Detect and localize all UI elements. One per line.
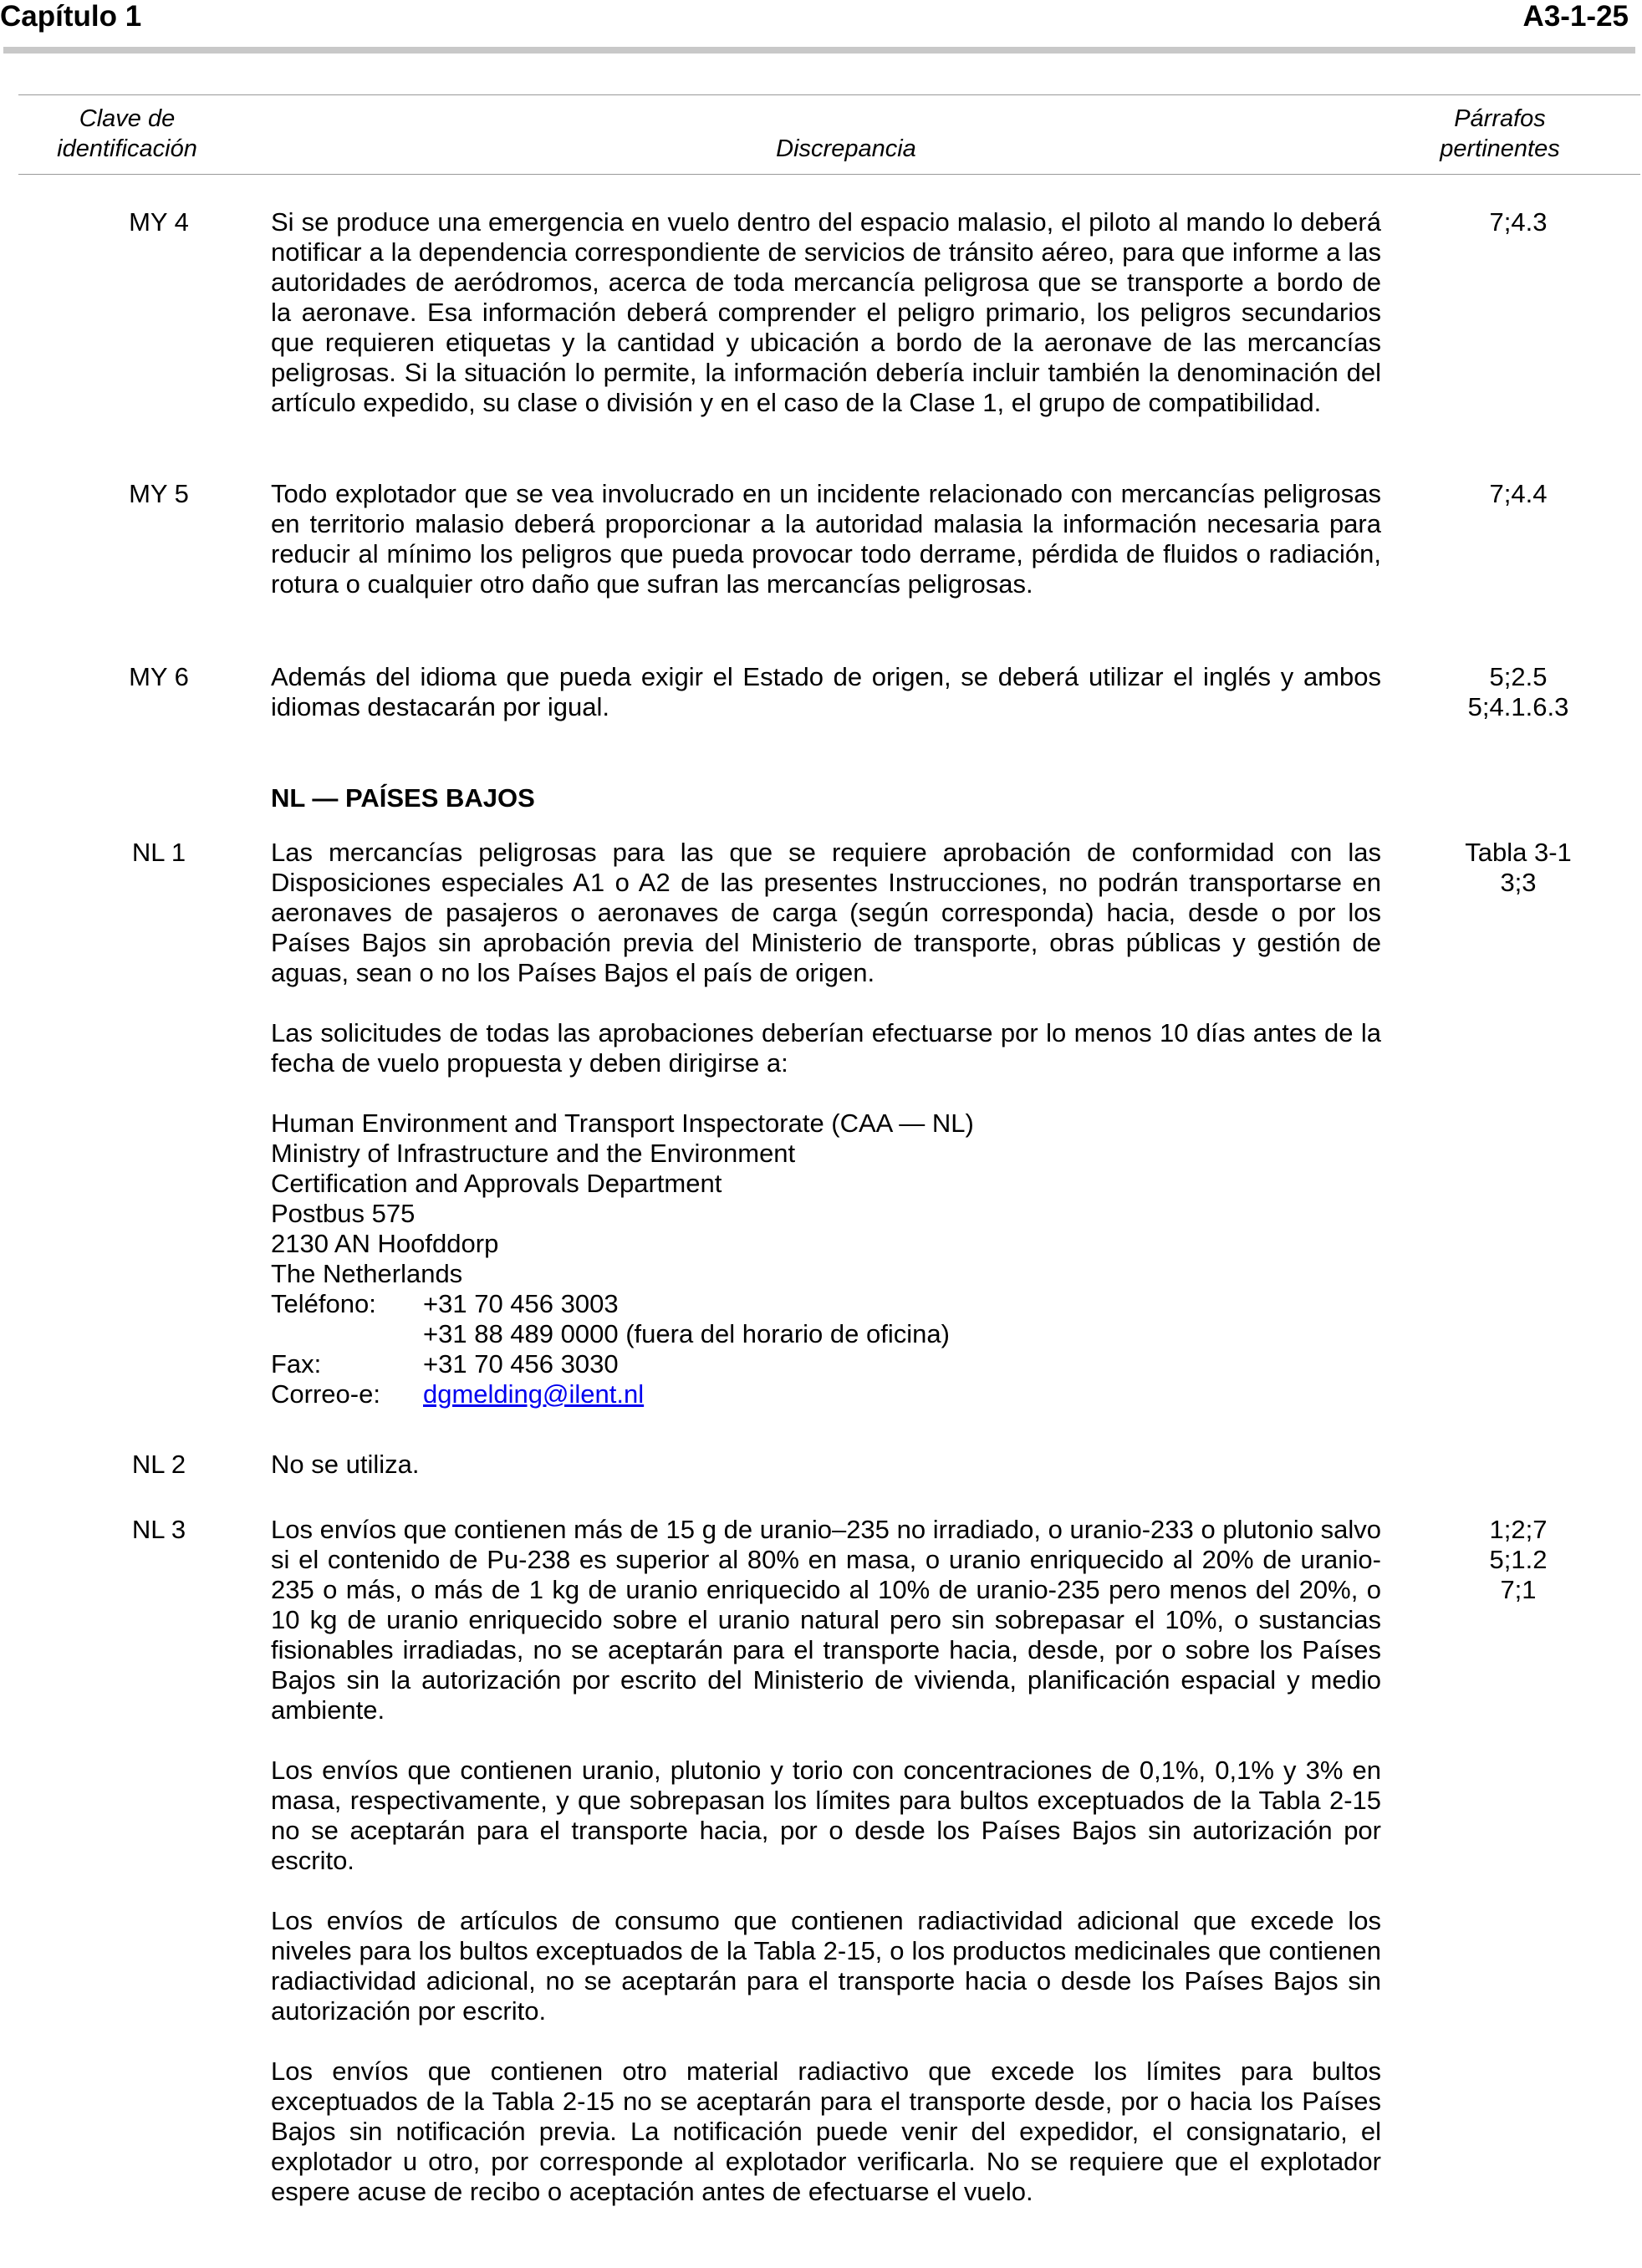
address-block — [271, 1109, 1381, 1409]
row-refs — [1435, 479, 1602, 509]
column-header-key — [43, 104, 211, 164]
column-header-key-line1: Clave de — [79, 105, 176, 132]
email-link[interactable]: dgmelding@ilent.nl — [423, 1379, 645, 1409]
chapter-title: Capítulo 1 — [0, 0, 142, 33]
row-key: MY 5 — [129, 479, 189, 508]
address-line: The Netherlands — [271, 1259, 463, 1288]
paragraph: Todo explotador que se vea involucrado en un incidente relacionado con mercancías peligrosas en territorio malasio deberá proporcionar a la autoridad malasia la información necesaria para reducir al mínimo los peligros que pueda provocar todo derrame, pérdida de fluidos o radiación, rotura o cualquier otro daño que sufran las mercancías peligrosas. — [271, 479, 1381, 599]
phone-line-2 — [271, 1319, 1381, 1349]
phone-number-2: +31 88 489 0000 (fuera del horario de oficina) — [423, 1319, 950, 1348]
ref: 7;4.3 — [1489, 207, 1548, 237]
row-text — [271, 479, 1381, 599]
row-refs — [1435, 1515, 1602, 1605]
ref: 5;4.1.6.3 — [1467, 692, 1569, 721]
ref: 7;4.4 — [1489, 479, 1548, 508]
row-refs — [1435, 662, 1602, 722]
row-text — [271, 207, 1381, 418]
row-refs — [1435, 838, 1602, 898]
ref: 7;1 — [1500, 1575, 1537, 1604]
column-header-paragraphs — [1416, 104, 1583, 164]
ref: 3;3 — [1500, 868, 1537, 897]
paragraph: Si se produce una emergencia en vuelo dentro del espacio malasio, el piloto al mando lo deberá notificar a la dependencia correspondiente de servicios de tránsito aéreo, para que informe a las autoridades de aeródromos, acerca de toda mercancía peligrosa que se transporte a bordo de la aeronave. Esa información deberá comprender el peligro primario, los peligros secundarios que requieren etiquetas y la cantidad y ubicación a bordo de la aeronave de las mercancías peligrosas. Si la situación lo permite, la información debería incluir también la denominación del artículo expedido, su clase o división y en el caso de la Clase 1, el grupo de compatibilidad. — [271, 207, 1381, 417]
row-key: NL 2 — [131, 1450, 186, 1479]
address-line: 2130 AN Hoofddorp — [271, 1229, 499, 1258]
column-header-paragraphs-line2: pertinentes — [1440, 135, 1560, 162]
address-line: Human Environment and Transport Inspectorate (CAA — NL) — [271, 1109, 974, 1138]
paragraph: Las mercancías peligrosas para las que se requiere aprobación de conformidad con las Disposiciones especiales A1 o A2 de las presentes Instrucciones, no podrán transportarse en aeronaves de pasajeros o aeronaves de carga (según corresponda) hacia, desde o por los Países Bajos sin aprobación previa del Ministerio de transporte, obras públicas y gestión de aguas, sean o no los Países Bajos el país de origen. — [271, 838, 1381, 987]
phone-label-spacer — [271, 1319, 423, 1349]
column-header-paragraphs-line1: Párrafos — [1454, 105, 1546, 132]
phone-number: +31 70 456 3003 — [423, 1289, 619, 1318]
section-title: NL — PAÍSES BAJOS — [271, 783, 535, 813]
paragraph: No se utiliza. — [271, 1450, 420, 1479]
page-header — [0, 0, 1642, 48]
ref: 5;1.2 — [1489, 1545, 1548, 1574]
row-text — [271, 1515, 1381, 2207]
phone-line — [271, 1289, 1381, 1319]
table-header — [18, 94, 1640, 175]
paragraph: Los envíos que contienen más de 15 g de uranio–235 no irradiado, o uranio-233 o plutonio salvo si el contenido de Pu-238 es superior al 80% en masa, o uranio enriquecido al 20% de uranio-235 o más, o más de 1 kg de uranio enriquecido al 10% de uranio-235 pero menos del 20%, o 10 kg de uranio enriquecido sobre el uranio natural pero sin sobrepasar el 10%, o sustancias fisionables irradiadas, no se aceptarán para el transporte hacia, desde, por o sobre los Países Bajos sin la autorización por escrito del Ministerio de vivienda, planificación espacial y medio ambiente. — [271, 1515, 1381, 1725]
row-key: NL 3 — [131, 1515, 186, 1544]
fax-line — [271, 1349, 1381, 1379]
address-line: Postbus 575 — [271, 1199, 416, 1228]
paragraph: Los envíos que contienen uranio, plutonio y torio con concentraciones de 0,1%, 0,1% y 3% en masa, respectivamente, y que sobrepasan los límites para bultos exceptuados de la Tabla 2-15 no se aceptarán para el transporte hacia, por o desde los Países Bajos sin autorización por escrito. — [271, 1756, 1381, 1875]
email-line — [271, 1379, 1381, 1409]
email-label: Correo-e: — [271, 1379, 380, 1409]
row-refs — [1435, 207, 1602, 237]
column-header-discrepancy: Discrepancia — [776, 135, 916, 162]
column-header-key-line2: identificación — [57, 135, 197, 162]
row-text — [271, 662, 1381, 722]
paragraph: Además del idioma que pueda exigir el Estado de origen, se deberá utilizar el inglés y ambos idiomas destacarán por igual. — [271, 662, 1381, 721]
ref: 5;2.5 — [1489, 662, 1548, 691]
row-text — [271, 838, 1381, 1409]
header-rule — [3, 47, 1635, 54]
address-line: Certification and Approvals Department — [271, 1169, 722, 1198]
phone-label: Teléfono: — [271, 1289, 376, 1318]
row-key: MY 6 — [129, 662, 189, 691]
page-number: A3-1-25 — [1522, 0, 1629, 33]
fax-number: +31 70 456 3030 — [423, 1349, 619, 1379]
row-key: MY 4 — [129, 207, 189, 237]
fax-label: Fax: — [271, 1349, 322, 1379]
address-line: Ministry of Infrastructure and the Environment — [271, 1139, 796, 1168]
paragraph: Los envíos que contienen otro material radiactivo que excede los límites para bultos exceptuados de la Tabla 2-15 no se aceptarán para el transporte desde, por o hacia los Países Bajos sin notificación previa. La notificación puede venir del expedidor, el consignatario, el explotador u otro, por corresponde al explotador verificarla. No se requiere que el explotador espere acuse de recibo o aceptación antes de efectuarse el vuelo. — [271, 2056, 1381, 2206]
paragraph: Las solicitudes de todas las aprobaciones deberían efectuarse por lo menos 10 días antes de la fecha de vuelo propuesta y deben dirigirse a: — [271, 1018, 1381, 1078]
ref: 1;2;7 — [1489, 1515, 1548, 1544]
ref: Tabla 3-1 — [1465, 838, 1572, 867]
paragraph: Los envíos de artículos de consumo que contienen radiactividad adicional que excede los niveles para los bultos exceptuados de la Tabla 2-15, o los productos medicinales que contienen radiactividad adicional, no se aceptarán para el transporte hacia o desde los Países Bajos sin autorización por escrito. — [271, 1906, 1381, 2026]
row-text — [271, 1450, 1381, 1480]
row-key: NL 1 — [131, 838, 186, 867]
